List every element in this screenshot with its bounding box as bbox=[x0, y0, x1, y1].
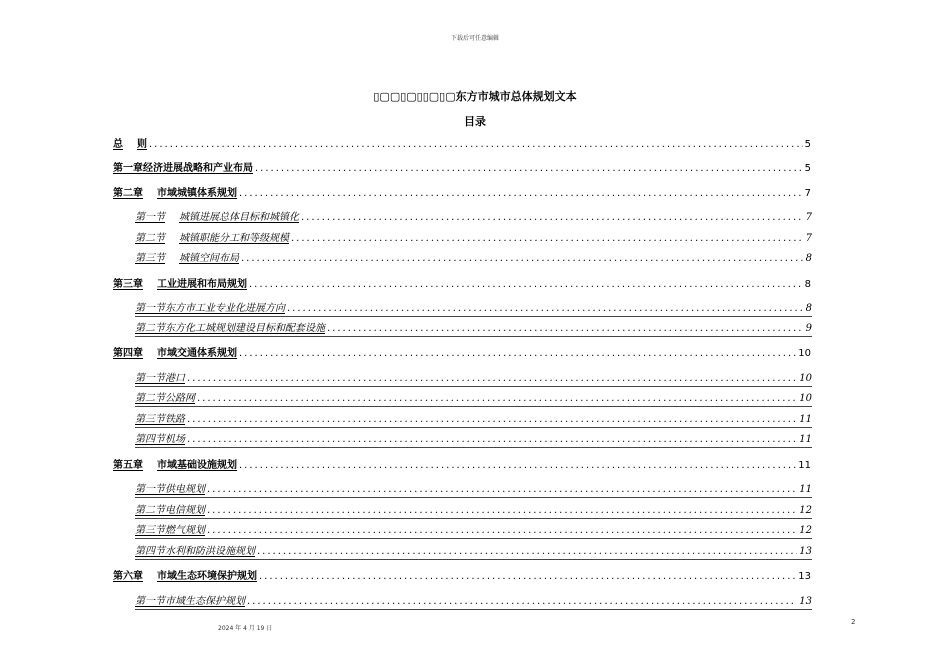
toc-page-number: 5 bbox=[804, 163, 811, 174]
toc-page-number: 13 bbox=[799, 596, 812, 607]
toc-entry-label: 第一节供电规划 bbox=[135, 484, 205, 495]
toc-entry-section-5-4[interactable] bbox=[135, 545, 812, 560]
toc-entry-section-2-2[interactable] bbox=[135, 232, 812, 246]
toc-page-number: 13 bbox=[799, 546, 812, 557]
toc-entry-label: 第三节铁路 bbox=[135, 414, 185, 425]
toc-entry-label: 第一节市域生态保护规划 bbox=[135, 596, 245, 607]
toc-entry-chapter-5[interactable] bbox=[113, 459, 811, 473]
toc-entry-label: 第二节公路网 bbox=[135, 393, 195, 404]
toc-page-number: 11 bbox=[799, 434, 812, 445]
toc-dot-leader bbox=[255, 162, 803, 176]
toc-dot-leader bbox=[291, 232, 804, 246]
toc-dot-leader bbox=[259, 570, 796, 584]
toc-page-number: 8 bbox=[805, 303, 812, 314]
toc-page-number: 8 bbox=[804, 279, 811, 290]
toc-dot-leader bbox=[257, 545, 797, 559]
header-note: 下载后可任意编辑 bbox=[450, 35, 499, 42]
toc-page-number: 7 bbox=[804, 188, 811, 199]
toc-entry-label: 总 则 bbox=[113, 139, 147, 150]
toc-page-number: 8 bbox=[805, 253, 812, 264]
toc-page-number: 10 bbox=[799, 393, 812, 404]
toc-page-number: 9 bbox=[805, 323, 812, 334]
toc-entry-label: 第五章 市域基础设施规划 bbox=[113, 460, 237, 471]
toc-entry-label: 第一章经济进展战略和产业布局 bbox=[113, 163, 253, 174]
toc-page-number: 10 bbox=[798, 348, 811, 359]
toc-entry-label: 第二节 城镇职能分工和等级规模 bbox=[135, 233, 289, 244]
toc-title: 目录 bbox=[464, 115, 486, 128]
toc-page-number: 10 bbox=[799, 373, 812, 384]
toc-dot-leader bbox=[241, 252, 804, 266]
toc-dot-leader bbox=[207, 524, 797, 538]
toc-dot-leader bbox=[301, 211, 804, 225]
toc-dot-leader bbox=[239, 347, 796, 361]
toc-page-number: 12 bbox=[799, 505, 812, 516]
document-title: ▯▢▢▯▢▯▯▢▯▢东方市城市总体规划文本 bbox=[373, 90, 577, 103]
toc-entry-section-2-1[interactable] bbox=[135, 211, 812, 225]
toc-dot-leader bbox=[197, 392, 797, 406]
toc-entry-chapter-6[interactable] bbox=[113, 570, 811, 584]
toc-entry-section-3-2[interactable] bbox=[135, 322, 812, 337]
toc-entry-label: 第一节 城镇进展总体目标和城镇化 bbox=[135, 212, 299, 223]
toc-entry-section-2-3[interactable] bbox=[135, 252, 812, 266]
toc-entry-section-4-3[interactable] bbox=[135, 413, 812, 428]
toc-page-number: 13 bbox=[798, 571, 811, 582]
footer-date: 2024 年 4 月 19 日 bbox=[218, 625, 273, 632]
toc-dot-leader bbox=[249, 278, 803, 292]
toc-dot-leader bbox=[187, 433, 797, 447]
toc-page-number: 11 bbox=[799, 484, 812, 495]
toc-dot-leader bbox=[247, 595, 797, 609]
toc-page-number: 11 bbox=[799, 414, 812, 425]
toc-entry-label: 第二节电信规划 bbox=[135, 505, 205, 516]
toc-entry-general[interactable] bbox=[113, 138, 811, 152]
toc-page-number: 5 bbox=[804, 139, 811, 150]
toc-entry-label: 第四章 市域交通体系规划 bbox=[113, 348, 237, 359]
toc-entry-section-5-3[interactable] bbox=[135, 524, 812, 539]
toc-entry-label: 第二章 市域城镇体系规划 bbox=[113, 188, 237, 199]
toc-entry-label: 第一节东方市工业专业化进展方向 bbox=[135, 303, 285, 314]
toc-entry-label: 第二节东方化工城规划建设目标和配套设施 bbox=[135, 323, 325, 334]
toc-entry-label: 第四节水利和防洪设施规划 bbox=[135, 546, 255, 557]
toc-page-number: 12 bbox=[799, 525, 812, 536]
toc-dot-leader bbox=[327, 322, 804, 336]
toc-entry-chapter-2[interactable] bbox=[113, 187, 811, 201]
toc-entry-chapter-1[interactable] bbox=[113, 162, 811, 176]
page-number: 2 bbox=[851, 618, 856, 626]
toc-dot-leader bbox=[239, 187, 803, 201]
toc-entry-section-4-2[interactable] bbox=[135, 392, 812, 407]
toc-page-number: 7 bbox=[805, 212, 812, 223]
toc-page-number: 7 bbox=[805, 233, 812, 244]
toc-entry-section-5-1[interactable] bbox=[135, 483, 812, 498]
toc-dot-leader bbox=[287, 302, 804, 316]
toc-entry-label: 第三节燃气规划 bbox=[135, 525, 205, 536]
toc-entry-chapter-3[interactable] bbox=[113, 278, 811, 292]
toc-entry-label: 第四节机场 bbox=[135, 434, 185, 445]
toc-dot-leader bbox=[207, 504, 797, 518]
toc-entry-section-5-2[interactable] bbox=[135, 504, 812, 519]
toc-entry-label: 第三章 工业进展和布局规划 bbox=[113, 279, 247, 290]
toc-dot-leader bbox=[149, 138, 803, 152]
toc-dot-leader bbox=[239, 459, 796, 473]
toc-entry-chapter-4[interactable] bbox=[113, 347, 811, 361]
toc-entry-label: 第三节 城镇空间布局 bbox=[135, 253, 239, 264]
toc-entry-label: 第六章 市域生态环境保护规划 bbox=[113, 571, 257, 582]
toc-entry-section-4-4[interactable] bbox=[135, 433, 812, 448]
toc-entry-section-3-1[interactable] bbox=[135, 302, 812, 317]
toc-entry-section-4-1[interactable] bbox=[135, 372, 812, 387]
toc-entry-label: 第一节港口 bbox=[135, 373, 185, 384]
toc-page-number: 11 bbox=[798, 460, 811, 471]
toc-entry-section-6-1[interactable] bbox=[135, 595, 812, 610]
toc-dot-leader bbox=[187, 413, 797, 427]
toc-dot-leader bbox=[207, 483, 797, 497]
toc-dot-leader bbox=[187, 372, 797, 386]
